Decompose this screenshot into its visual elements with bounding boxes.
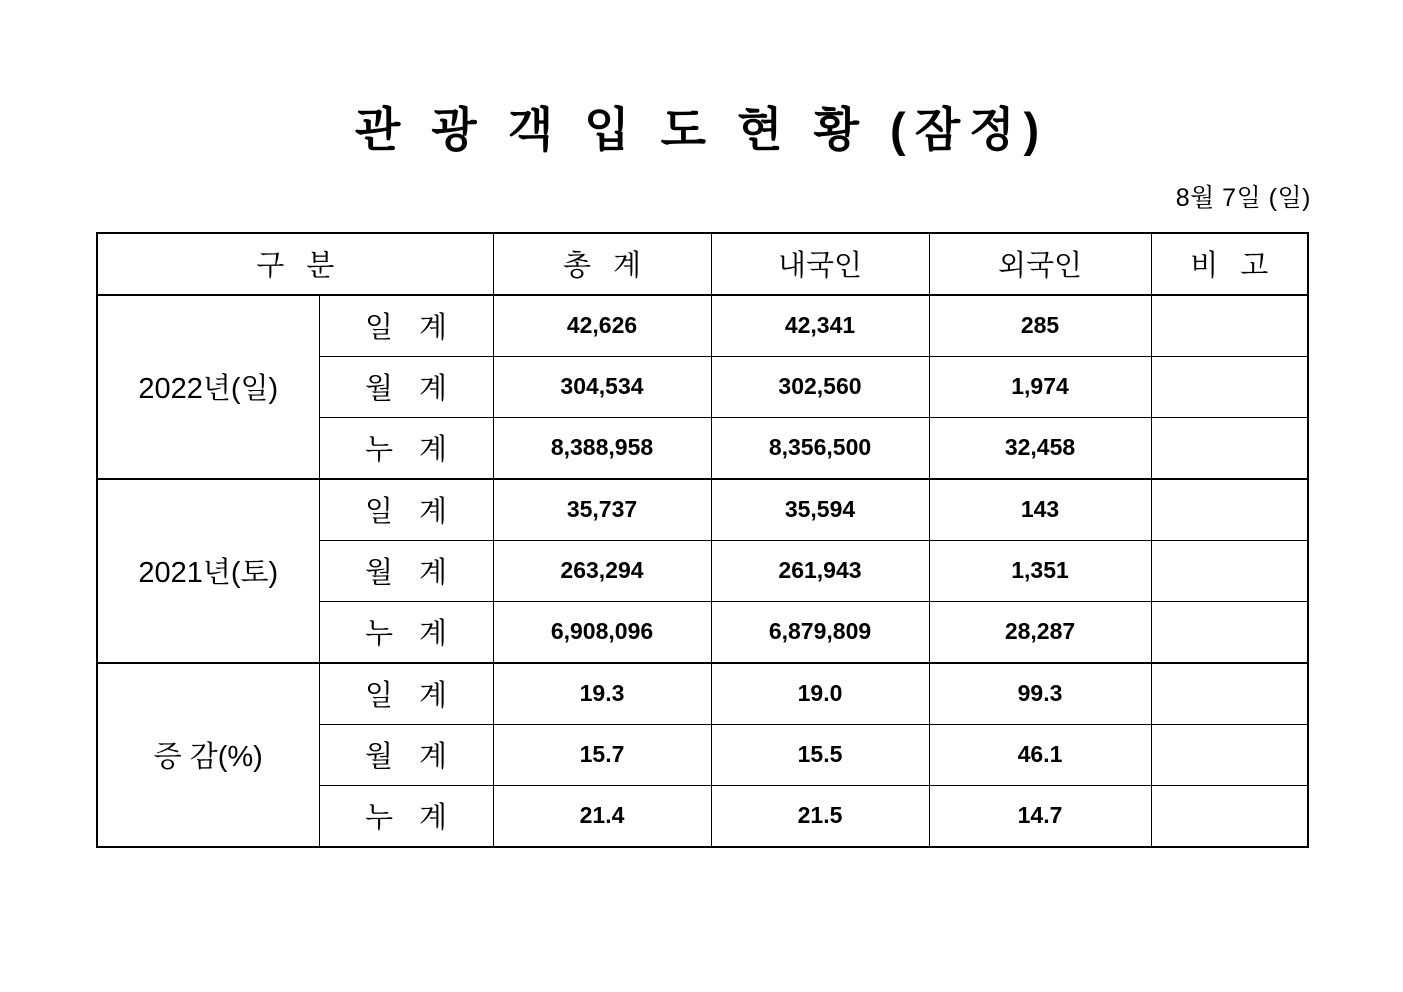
table-row <box>97 295 1308 357</box>
cell-total: 35,737 <box>493 479 711 541</box>
cell-note <box>1151 540 1308 601</box>
cell-total: 6,908,096 <box>493 601 711 663</box>
table-container <box>0 214 1403 848</box>
sub-label: 월 계 <box>319 356 493 417</box>
cell-domestic: 15.5 <box>711 724 929 785</box>
sub-label: 월 계 <box>319 724 493 785</box>
cell-note <box>1151 724 1308 785</box>
table-row <box>97 663 1308 725</box>
cell-note <box>1151 356 1308 417</box>
sub-label: 일 계 <box>319 663 493 725</box>
sub-label: 일 계 <box>319 479 493 541</box>
cell-note <box>1151 785 1308 847</box>
tourist-arrivals-table <box>96 232 1309 848</box>
cell-domestic: 19.0 <box>711 663 929 725</box>
group-label-2022: 2022년(일) <box>97 295 319 479</box>
table-header-row <box>97 233 1308 295</box>
table-row <box>97 479 1308 541</box>
cell-domestic: 261,943 <box>711 540 929 601</box>
column-header-note: 비 고 <box>1151 233 1308 295</box>
cell-foreign: 46.1 <box>929 724 1151 785</box>
cell-foreign: 32,458 <box>929 417 1151 479</box>
cell-note <box>1151 417 1308 479</box>
cell-domestic: 21.5 <box>711 785 929 847</box>
cell-note <box>1151 663 1308 725</box>
cell-foreign: 99.3 <box>929 663 1151 725</box>
cell-note <box>1151 295 1308 357</box>
group-label-2021: 2021년(토) <box>97 479 319 663</box>
page-title: 관 광 객 입 도 현 황 (잠정) <box>354 103 1049 156</box>
cell-domestic: 302,560 <box>711 356 929 417</box>
cell-total: 263,294 <box>493 540 711 601</box>
column-header-total: 총 계 <box>493 233 711 295</box>
sub-label: 누 계 <box>319 417 493 479</box>
cell-total: 15.7 <box>493 724 711 785</box>
cell-foreign: 285 <box>929 295 1151 357</box>
cell-total: 21.4 <box>493 785 711 847</box>
group-label-change: 증 감(%) <box>97 663 319 847</box>
cell-domestic: 6,879,809 <box>711 601 929 663</box>
cell-total: 304,534 <box>493 356 711 417</box>
cell-foreign: 1,351 <box>929 540 1151 601</box>
cell-note <box>1151 601 1308 663</box>
cell-foreign: 28,287 <box>929 601 1151 663</box>
column-header-domestic: 내국인 <box>711 233 929 295</box>
sub-label: 누 계 <box>319 785 493 847</box>
cell-foreign: 143 <box>929 479 1151 541</box>
cell-total: 19.3 <box>493 663 711 725</box>
sub-label: 일 계 <box>319 295 493 357</box>
cell-domestic: 35,594 <box>711 479 929 541</box>
cell-note <box>1151 479 1308 541</box>
sub-label: 누 계 <box>319 601 493 663</box>
cell-domestic: 42,341 <box>711 295 929 357</box>
cell-domestic: 8,356,500 <box>711 417 929 479</box>
column-header-foreign: 외국인 <box>929 233 1151 295</box>
cell-total: 42,626 <box>493 295 711 357</box>
cell-total: 8,388,958 <box>493 417 711 479</box>
sub-label: 월 계 <box>319 540 493 601</box>
report-date: 8월 7일 (일) <box>1175 183 1311 212</box>
cell-foreign: 1,974 <box>929 356 1151 417</box>
column-header-category: 구 분 <box>97 233 493 295</box>
cell-foreign: 14.7 <box>929 785 1151 847</box>
